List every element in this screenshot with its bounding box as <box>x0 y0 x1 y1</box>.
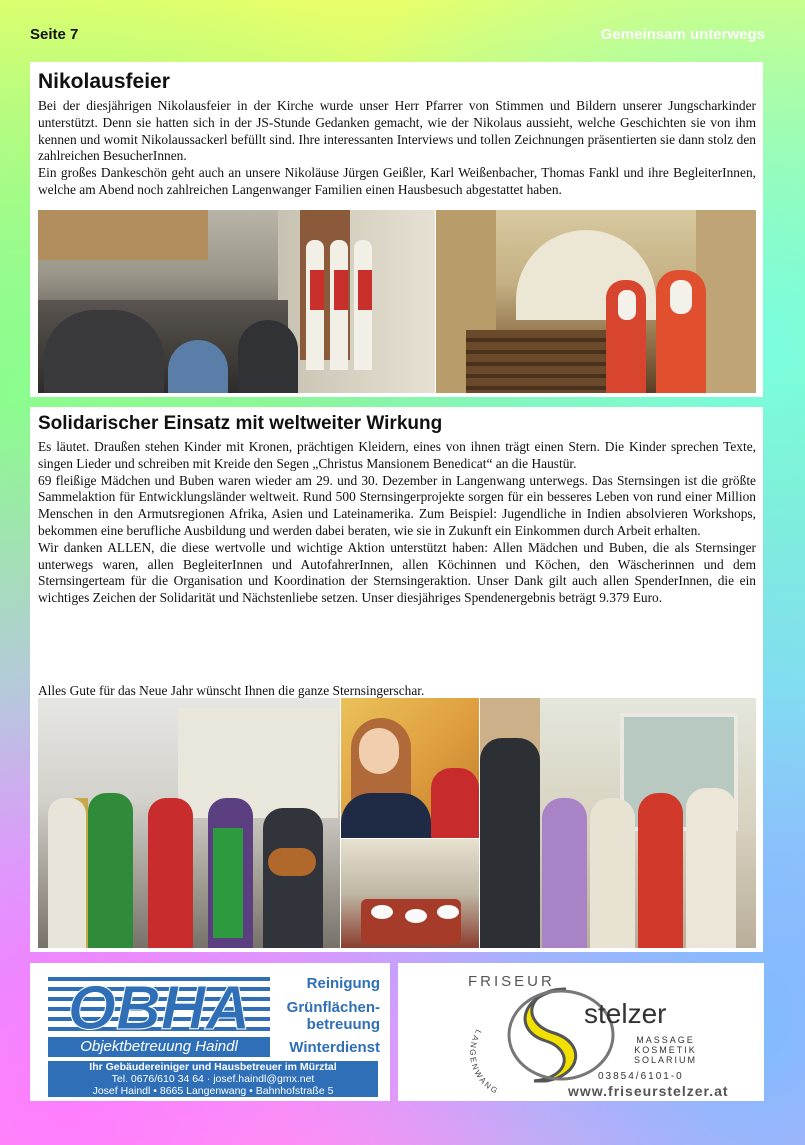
stelzer-name: stelzer <box>584 998 667 1029</box>
paragraph: Ein großes Dankeschön geht auch an unsere Nikoläuse Jürgen Geißler, Karl Weißenbacher, Thomas Fankl und ihre BegleiterInnen, welche am Abend noch zahlreichen Langenwanger Familien einen Hausbesuch abgestattet haben. <box>38 165 756 197</box>
photo-sternsinger-girl <box>341 698 479 838</box>
photo-nikolaus-church <box>436 210 756 393</box>
photo-sternsinger-indoor <box>480 698 756 948</box>
article-sternsingen <box>30 407 763 952</box>
obha-wordmark: OBHA <box>67 974 251 1035</box>
friseur-word: FRISEUR <box>468 973 555 990</box>
closing-line: Alles Gute für das Neue Jahr wünscht Ihnen die ganze Sternsingerschar. <box>38 683 425 698</box>
service-gruenflaechen <box>287 999 380 1033</box>
paragraph: Bei der diesjährigen Nikolausfeier in der Kirche wurde unser Herr Pfarrer von Stimmen und Bildern unserer Jungscharkinder unterstützt. Denn sie hatten sich in der JS-Stunde Gedanken gemacht, wie der Nikolaus aussieht, welche Geschichten sie von ihm kennen und womit Nikolaussackerl befüllt sind. Ihre interessanten Interviews und tollen Zeichnungen präsentierten sie dann stolz den zahlreichen BesucherInnen. <box>38 98 756 164</box>
service-line: betreuung <box>306 1016 380 1033</box>
obha-subtitle: Objektbetreuung Haindl <box>48 1037 270 1057</box>
paragraph: Es läutet. Draußen stehen Kinder mit Kronen, prächtigen Kleidern, eines von ihnen trägt einen Stern. Die Kinder sprechen Texte, singen Lieder und schreiben mit Kreide den Segen „Christus Mansionem Benedicat“ an die Haustür. <box>38 439 756 471</box>
paragraph: Wir danken ALLEN, die diese wertvolle und wichtige Aktion unterstützt haben: Allen Mädchen und Buben, die als Sternsinger unterwegs waren, allen BegleiterInnen und AutofahrerInnen, allen Köchinnen und Köchen, den Wäscherinnen und dem Sternsingerteam für die Organisation und Koordination der Sternsingeraktion. Unser Dank gilt auch allen SpenderInnen, die ein wichtiges Zeichen der Solidarität und Nächstenliebe setzen. Unser diesjähriges Spendenergebnis beträgt 9.379 Euro. <box>38 539 756 606</box>
service-line: KOSMETIK <box>634 1045 697 1055</box>
obha-tagline: Ihr Gebäudereiniger und Hausbetreuer im Mürztal <box>89 1061 337 1073</box>
ring-text: LANGENWANG <box>468 1027 501 1097</box>
photo-sternsinger-meal <box>341 839 479 948</box>
page-number: Seite 7 <box>30 26 79 43</box>
photo-nikolaus-outdoor <box>38 210 435 393</box>
paragraph: 69 fleißige Mädchen und Buben waren wieder am 29. und 30. Dezember in Langenwang unterwegs. Das Sternsingen ist die größte Sammelaktion für Entwicklungsländer weltweit. Rund 500 Sternsingerprojekte sorgen für ein besseres Leben von rund einer Million Menschen in den Armutsregionen Afrika, Asien und Lateinamerika. Zum Beispiel: Jugendliche in Indien absolvieren Workshops, bekommen eine berufliche Ausbildung und werden dabei beraten, wie sie in Zukunft ein Einkommen durch Arbeit erhalten. <box>38 472 756 538</box>
article-body <box>38 98 756 199</box>
service-line: SOLARIUM <box>634 1055 698 1065</box>
article-title: Nikolausfeier <box>38 70 170 93</box>
article-title: Solidarischer Einsatz mit weltweiter Wirkung <box>38 413 443 434</box>
obha-phone-email: Tel. 0676/610 34 64 · josef.haindl@gmx.net <box>111 1073 315 1085</box>
friseur-website: www.friseurstelzer.at <box>568 1083 729 1099</box>
obha-contact-bar <box>48 1061 378 1097</box>
obha-logo <box>48 971 270 1035</box>
section-title: Gemeinsam unterwegs <box>600 26 765 43</box>
obha-address: Josef Haindl • 8665 Langenwang • Bahnhofstraße 5 <box>92 1085 334 1097</box>
service-line: MASSAGE <box>636 1035 695 1045</box>
article-body <box>38 439 756 607</box>
ad-obha <box>30 963 390 1101</box>
photo-sternsinger-outdoor <box>38 698 340 948</box>
svg-text:LANGENWANG <box>468 1028 500 1096</box>
service-winterdienst: Winterdienst <box>289 1039 380 1056</box>
service-line: Grünflächen- <box>286 999 380 1016</box>
ad-friseur-stelzer <box>398 963 764 1101</box>
friseur-phone: 03854/6101-0 <box>598 1071 684 1082</box>
article-nikolausfeier <box>30 62 763 397</box>
service-reinigung: Reinigung <box>306 975 380 992</box>
friseur-services <box>634 1035 697 1065</box>
